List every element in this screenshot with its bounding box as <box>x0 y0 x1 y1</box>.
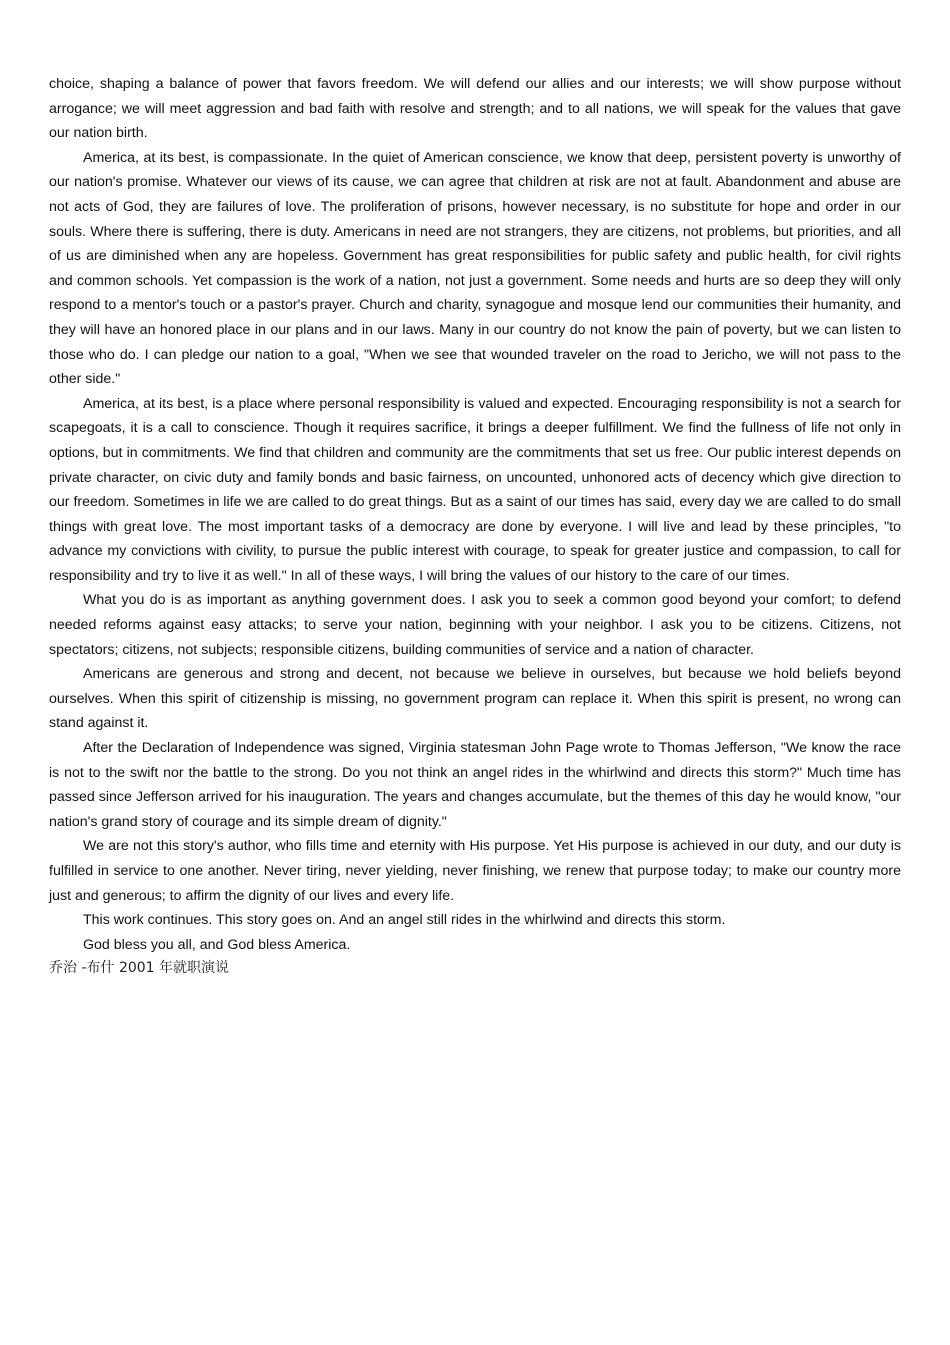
paragraph-1: choice, shaping a balance of power that favors freedom. We will defend our allies and our interests; we will show purpose without arrogance; we will meet aggression and bad faith with resolve and strength; and to all nations, we will speak for the values that gave our nation birth. <box>49 76 901 142</box>
paragraph-8: This work continues. This story goes on. And an angel still rides in the whirlwind and directs this storm. <box>83 912 726 929</box>
paragraph-4: What you do is as important as anything government does. I ask you to seek a common good beyond your comfort; to defend needed reforms against easy attacks; to serve your nation, beginning with your neighbor. I ask you to be citizens. Citizens, not spectators; citizens, not subjects; responsible citizens, building communities of service and a nation of character. <box>49 592 901 658</box>
paragraph-3: America, at its best, is a place where personal responsibility is valued and expected. Encouraging responsibility is not a search for scapegoats, it is a call to conscience. Though it requires sacrifice, it brings a deeper fulfillment. We find the fullness of life not only in options, but in commitments. We find that children and community are the commitments that set us free. Our public interest depends on private character, on civic duty and family bonds and basic fairness, on uncounted, unhonored acts of decency which give direction to our freedom. Sometimes in life we are called to do great things. But as a saint of our times has said, every day we are called to do small things with great love. The most important tasks of a democracy are done by everyone. I will live and lead by these principles, "to advance my convictions with civility, to pursue the public interest with courage, to speak for greater justice and compassion, to call for responsibility and try to live it as well." In all of these ways, I will bring the values of our history to the care of our times. <box>49 395 901 584</box>
speech-title: 乔治 -布什 2001 年就职演说 <box>49 960 230 977</box>
paragraph-5: Americans are generous and strong and decent, not because we believe in ourselves, but because we hold beliefs beyond ourselves. When this spirit of citizenship is missing, no government program can replace it. When this spirit is present, no wrong can stand against it. <box>49 666 901 732</box>
paragraph-7: We are not this story's author, who fills time and eternity with His purpose. Yet His purpose is achieved in our duty, and our duty is fulfilled in service to one another. Never tiring, never yielding, never finishing, we renew that purpose today; to make our country more just and generous; to affirm the dignity of our lives and every life. <box>49 838 901 904</box>
paragraph-9: God bless you all, and God bless America. <box>83 936 351 953</box>
paragraph-2: America, at its best, is compassionate. In the quiet of American conscience, we know that deep, persistent poverty is unworthy of our nation's promise. Whatever our views of its cause, we can agree that children at risk are not at fault. Abandonment and abuse are not acts of God, they are failures of love. The proliferation of prisons, however necessary, is no substitute for hope and order in our souls. Where there is suffering, there is duty. Americans in need are not strangers, they are citizens, not problems, but priorities, and all of us are diminished when any are hopeless. Government has great responsibilities for public safety and public health, for civil rights and common schools. Yet compassion is the work of a nation, not just a government. Some needs and hurts are so deep they will only respond to a mentor's touch or a pastor's prayer. Church and charity, synagogue and mosque lend our communities their humanity, and they will have an honored place in our plans and in our laws. Many in our country do not know the pain of poverty, but we can listen to those who do. I can pledge our nation to a goal, "When we see that wounded traveler on the road to Jericho, we will not pass to the other side." <box>49 149 901 388</box>
paragraph-6: After the Declaration of Independence was signed, Virginia statesman John Page wrote to Thomas Jefferson, "We know the race is not to the swift nor the battle to the strong. Do you not think an angel rides in the whirlwind and directs this storm?" Much time has passed since Jefferson arrived for his inauguration. The years and changes accumulate, but the themes of this day he would know, "our nation's grand story of courage and its simple dream of dignity." <box>49 740 901 830</box>
speech-text <box>49 72 901 979</box>
